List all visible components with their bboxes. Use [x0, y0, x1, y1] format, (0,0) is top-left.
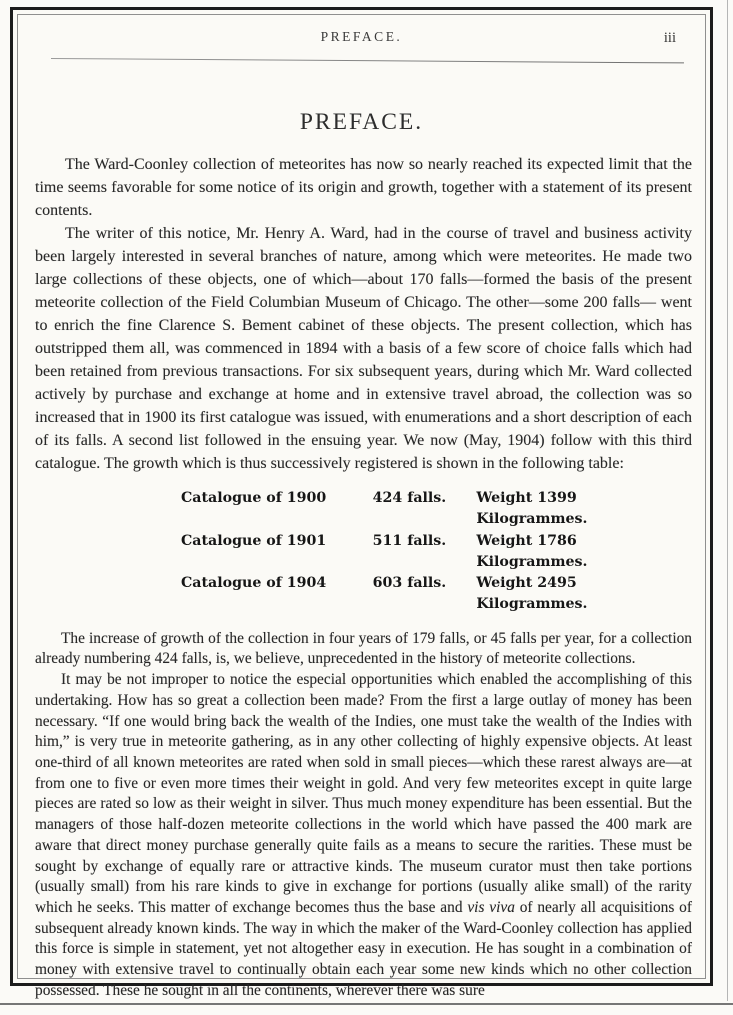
paragraph-2: The writer of this notice, Mr. Henry A. Ward, had in the course of travel and business activity been largely interested in several branches of nature, among which were meteorites. He made two large collections of these objects, one of which—about 170 falls—formed the basis of the present meteorite collection of the Field Columbian Museum of Chicago. The other—some 200 falls— went to enrich the fine Clarence S. Bement cabinet of these objects. The present collection, which has outstripped them all, was commenced in 1894 with a basis of a few score of choice falls which had been retained from previous transactions. For six subsequent years, during which Mr. Ward collected actively by purchase and exchange at home and in extensive travel abroad, the collection was so increased that in 1900 its first catalogue was issued, with enumerations and a short description of each of its falls. A second list followed in the ensuing year. We now (May, 1904) follow with this third catalogue. The growth which is thus successively registered is shown in the following table: — [35, 225, 692, 472]
page-content — [13, 10, 710, 999]
table-row — [181, 488, 688, 531]
paragraph-4 — [35, 670, 692, 1001]
paragraph-1: The Ward-Coonley collection of meteorites has now so nearly reached its expected limit that the time seems favorable for some notice of its origin and growth, together with a statement of its present contents. — [35, 156, 692, 219]
page-title: PREFACE. — [299, 109, 424, 135]
page-border-outer — [10, 7, 713, 999]
paragraph-4-text-tail: of nearly all acquisitions of subsequent already known kinds. The way in which the maker of the Ward-Coonley collection has applied this force is simple in statement, yet not altogether easy in execution. He has sought in a combination of money with extensive travel to continually obtain each year some new kinds which no other collection possessed. These he sought in all the continents, wherever there was sure — [35, 898, 693, 999]
table-row — [181, 573, 688, 616]
table-cell-falls: 603 falls. — [372, 575, 447, 592]
table-cell-catalogue: Catalogue of 1900 — [181, 490, 327, 506]
table-cell-falls: 424 falls. — [372, 490, 447, 506]
paragraph-4-italic-phrase: vis viva — [467, 898, 515, 916]
table-cell-weight: Weight 2495 Kilogrammes. — [476, 575, 588, 613]
catalogue-growth-table — [181, 488, 688, 616]
table-cell-falls: 511 falls. — [372, 532, 447, 549]
page-number: iii — [663, 30, 676, 46]
paragraph-4-text-lead: It may be not improper to notice the especial opportunities which enabled the accomplishing of this undertaking. How has so great a collection been made? From the first a large outlay of money has been necessary. “If one would bring back the wealth of the Indies, one must take the wealth of the Indies with him,” is very true in meteorite gathering, as in any other collecting of highly expensive objects. At least one-third of all known meteorites are rated when sold in small pieces—which these rarest always are—at from one to five or even more times their weight in gold. And very few meteorites except in quite large pieces are rated so low as their weight in silver. Thus much money expenditure has been essential. But the managers of those half-dozen meteorite collections in the world which have passed the 400 mark are aware that direct money purchase generally quite fails as a means to secure the rarities. These must be sought by exchange of equally rare or attractive kinds. The museum curator must then take portions (usually small) from his rare kinds to give in exchange for portions (usually alike small) of the rarity which he seeks. This matter of exchange becomes thus the base and — [35, 671, 692, 916]
running-header-row — [35, 29, 688, 51]
running-header-title: PREFACE. — [320, 29, 403, 44]
table-row — [181, 531, 688, 574]
table-cell-weight: Weight 1786 Kilogrammes. — [476, 532, 588, 570]
scan-edge-artifact-right — [727, 0, 728, 1001]
scan-edge-artifact-bottom — [0, 1003, 733, 1005]
paragraph-3: The increase of growth of the collection in four years of 179 falls, or 45 falls per year, for a collection already numbering 424 falls, is, we believe, unprecedented in the history of meteorite collections. — [35, 629, 692, 668]
table-cell-weight: Weight 1399 Kilogrammes. — [476, 490, 588, 528]
header-rule — [51, 58, 684, 63]
table-cell-catalogue: Catalogue of 1904 — [181, 575, 327, 592]
table-cell-catalogue: Catalogue of 1901 — [181, 532, 327, 549]
